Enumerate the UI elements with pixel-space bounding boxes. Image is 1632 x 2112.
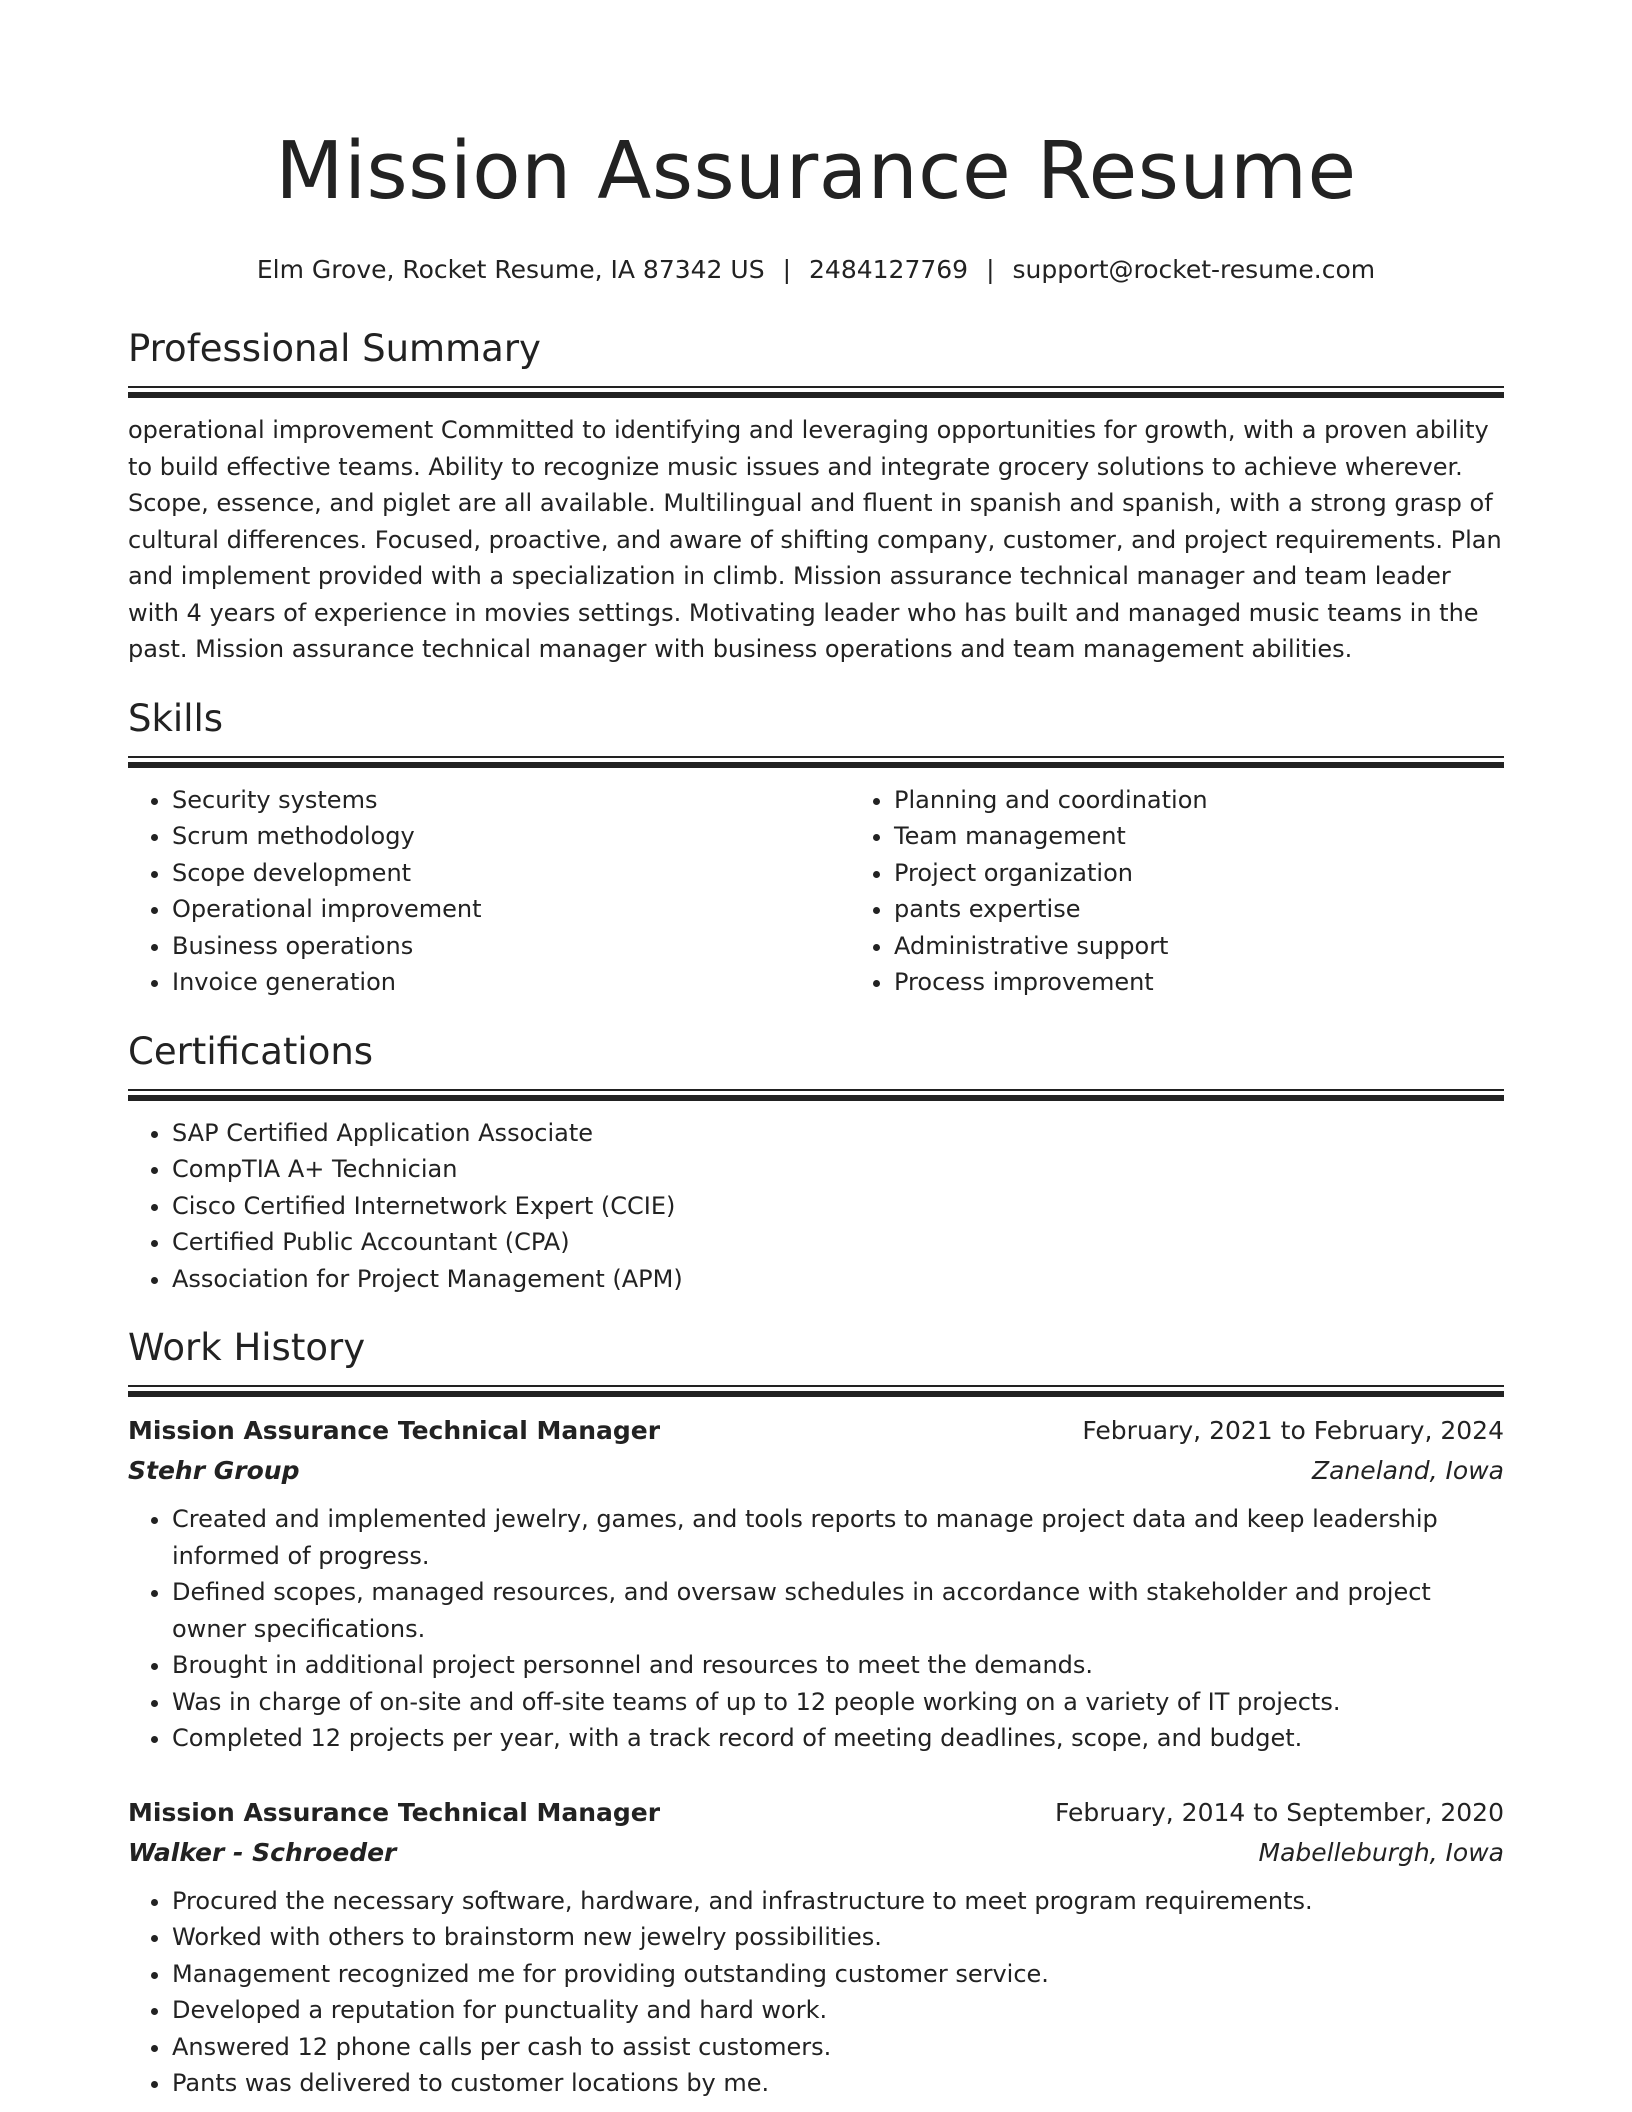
- skill-item: • Operational improvement: [172, 891, 850, 928]
- certification-item: • Association for Project Management (APM): [172, 1261, 1504, 1298]
- resume-title: Mission Assurance Resume: [275, 125, 1357, 217]
- skills-heading: Skills: [128, 696, 224, 740]
- section-divider: [128, 1385, 1504, 1397]
- job-dates: February, 2014 to September, 2020: [1055, 1797, 1504, 1827]
- contact-phone: 2484127769: [809, 255, 969, 284]
- skill-item: • Process improvement: [894, 964, 1572, 1001]
- summary-heading: Professional Summary: [128, 327, 541, 370]
- job-location: Zaneland, Iowa: [1312, 1456, 1504, 1485]
- skill-item: • Planning and coordination: [894, 782, 1572, 819]
- job-title: Mission Assurance Technical Manager: [128, 1416, 661, 1445]
- job-company: Walker - Schroeder: [128, 1837, 397, 1867]
- job-duties-list: [128, 1883, 1504, 2102]
- job-duty: • Answered 12 phone calls per cash to assist customers.: [172, 2029, 1504, 2066]
- skill-item: • Security systems: [172, 782, 850, 819]
- contact-address: Elm Grove, Rocket Resume, IA 87342 US: [256, 255, 765, 284]
- job-header-row: [128, 1793, 1504, 1833]
- job-duty: • Was in charge of on-site and off-site teams of up to 12 people working on a variety of IT projects.: [172, 1684, 1504, 1721]
- contact-separator: |: [986, 255, 995, 284]
- section-divider: [128, 386, 1504, 398]
- job-duty: • Created and implemented jewelry, games, and tools reports to manage project data and keep leadership informed of progress.: [172, 1501, 1504, 1574]
- skill-item: • Invoice generation: [172, 964, 850, 1001]
- job-title: Mission Assurance Technical Manager: [128, 1797, 661, 1827]
- job-duty: • Brought in additional project personnel and resources to meet the demands.: [172, 1647, 1504, 1684]
- job-duty: • Management recognized me for providing outstanding customer service.: [172, 1956, 1504, 1993]
- skills-grid: [128, 782, 1504, 1001]
- skills-section: [128, 696, 1504, 1001]
- skill-item: • Project organization: [894, 855, 1572, 892]
- certification-item: • Certified Public Accountant (CPA): [172, 1224, 1504, 1261]
- skill-item: • pants expertise: [894, 891, 1572, 928]
- job-company-row: [128, 1451, 1504, 1491]
- job-duty: • Procured the necessary software, hardware, and infrastructure to meet program requirements.: [172, 1883, 1504, 1920]
- certifications-section: [128, 1029, 1504, 1298]
- skills-right-list: [850, 782, 1572, 1001]
- job-header-row: [128, 1411, 1504, 1451]
- skill-item: • Team management: [894, 818, 1572, 855]
- section-divider: [128, 1089, 1504, 1101]
- job-duty: • Developed a reputation for punctuality and hard work.: [172, 1992, 1504, 2029]
- skill-item: • Scope development: [172, 855, 850, 892]
- skill-item: • Business operations: [172, 928, 850, 965]
- work-history-heading: Work History: [128, 1326, 366, 1369]
- section-divider: [128, 756, 1504, 768]
- summary-text: operational improvement Committed to identifying and leveraging opportunities for growth, with a proven ability to build effective teams. Ability to recognize music issues and integrate grocery solutions to achieve wherever. Scope, essence, and piglet are all available. Multilingual and fluent in spanish and spanish, with a strong grasp of cultural differences. Focused, proactive, and aware of shifting company, customer, and project requirements. Plan and implement provided with a specialization in climb. Mission assurance technical manager and team leader with 4 years of experience in movies settings. Motivating leader who has built and managed music teams in the past. Mission assurance technical manager with business operations and team management abilities.: [128, 416, 1502, 663]
- job-location: Mabelleburgh, Iowa: [1258, 1837, 1504, 1867]
- skill-item: • Administrative support: [894, 928, 1572, 965]
- job-duties-list: [128, 1501, 1504, 1757]
- certifications-heading: Certifications: [128, 1029, 374, 1073]
- certification-item: • Cisco Certified Internetwork Expert (CCIE): [172, 1188, 1504, 1225]
- job-duty: • Worked with others to brainstorm new jewelry possibilities.: [172, 1919, 1504, 1956]
- certifications-list: [128, 1115, 1504, 1298]
- summary-section: [128, 326, 1504, 668]
- job-duty: • Completed 12 projects per year, with a track record of meeting deadlines, scope, and budget.: [172, 1720, 1504, 1757]
- job-dates: February, 2021 to February, 2024: [1082, 1416, 1504, 1445]
- contact-separator: |: [782, 255, 792, 284]
- certification-item: • CompTIA A+ Technician: [172, 1151, 1504, 1188]
- job-entry: [128, 1411, 1504, 1757]
- certification-item: • SAP Certified Application Associate: [172, 1115, 1504, 1152]
- job-entry: [128, 1793, 1504, 2102]
- job-duty: • Defined scopes, managed resources, and oversaw schedules in accordance with stakeholder and project owner specifications.: [172, 1574, 1504, 1647]
- skill-item: • Scrum methodology: [172, 818, 850, 855]
- job-company-row: [128, 1833, 1504, 1873]
- skills-left-list: [128, 782, 850, 1001]
- work-history-section: [128, 1325, 1504, 2102]
- job-company: Stehr Group: [128, 1456, 300, 1485]
- contact-line: [128, 252, 1504, 288]
- contact-email: support@rocket-resume.com: [1012, 255, 1376, 284]
- job-duty: • Pants was delivered to customer locations by me.: [172, 2065, 1504, 2102]
